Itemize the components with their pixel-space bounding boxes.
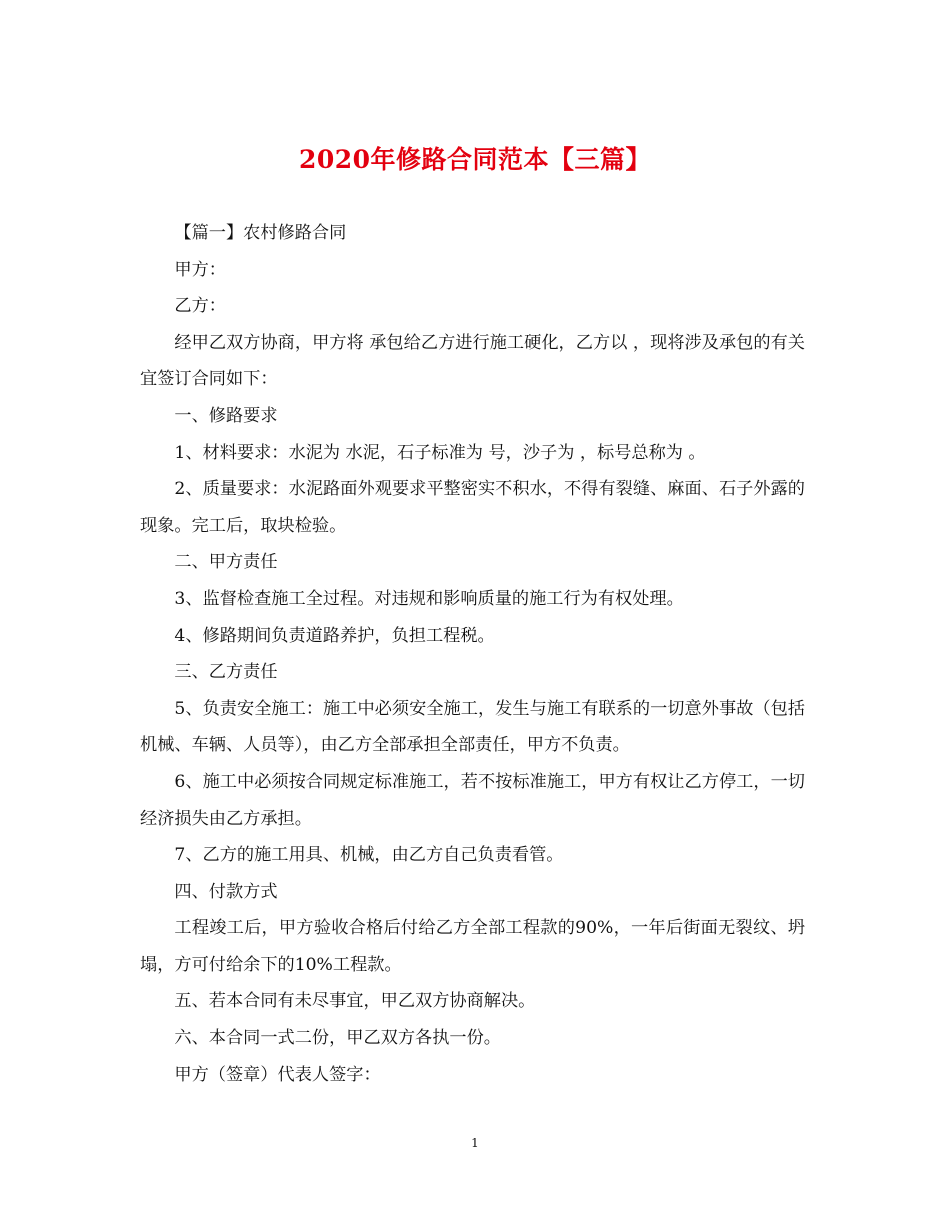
paragraph: 2、质量要求：水泥路面外观要求平整密实不积水，不得有裂缝、麻面、石子外露的现象。完工后，取块检验。 bbox=[140, 479, 805, 536]
section-heading: 二、甲方责任 bbox=[174, 552, 278, 573]
paragraph: 经甲乙双方协商，甲方将 承包给乙方进行施工硬化，乙方以 ，现将涉及承包的有关宜签订合同如下： bbox=[140, 332, 805, 390]
paragraph: 7、乙方的施工用具、机械，由乙方自己负责看管。 bbox=[174, 845, 564, 866]
paragraph: 5、负责安全施工：施工中必须安全施工，发生与施工有联系的一切意外事故（包括机械、车辆、人员等），由乙方全部承担全部责任，甲方不负责。 bbox=[140, 698, 805, 756]
section-heading: 一、修路要求 bbox=[174, 405, 278, 426]
paragraph: 五、若本合同有未尽事宜，甲乙双方协商解决。 bbox=[174, 991, 536, 1012]
section-heading: 四、付款方式 bbox=[174, 881, 278, 902]
paragraph: 六、本合同一式二份，甲乙双方各执一份。 bbox=[174, 1028, 501, 1049]
document-title: 2020年修路合同范本【三篇】 bbox=[298, 145, 652, 174]
paragraph: 1、材料要求：水泥为 水泥，石子标准为 号，沙子为 ，标号总称为 。 bbox=[174, 442, 706, 463]
paragraph: 甲方： bbox=[174, 259, 226, 280]
paragraph: 工程竣工后，甲方验收合格后付给乙方全部工程款的90%，一年后街面无裂纹、坍塌，方可付给余下的10%工程款。 bbox=[140, 918, 805, 975]
paragraph: 【篇一】农村修路合同 bbox=[174, 223, 347, 243]
document-body bbox=[140, 215, 805, 1093]
paragraph: 4、修路期间负责道路养护，负担工程税。 bbox=[174, 625, 495, 646]
paragraph: 3、监督检查施工全过程。对违规和影响质量的施工行为有权处理。 bbox=[174, 588, 684, 609]
paragraph: 6、施工中必须按合同规定标准施工，若不按标准施工，甲方有权让乙方停工，一切经济损失由乙方承担。 bbox=[140, 771, 805, 829]
section-heading: 三、乙方责任 bbox=[174, 662, 278, 683]
paragraph: 乙方： bbox=[174, 296, 226, 317]
page-number: 1 bbox=[471, 1136, 479, 1150]
signature-line: 甲方（签章）代表人签字： bbox=[174, 1064, 381, 1085]
